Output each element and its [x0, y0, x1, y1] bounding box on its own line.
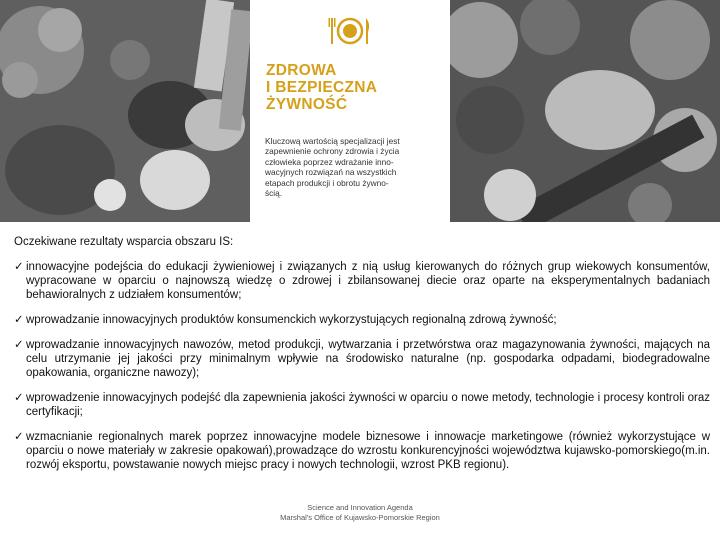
headline-line-3: ŻYWNOŚĆ: [266, 96, 348, 113]
vegetables-photo-right-art: [450, 0, 720, 222]
footer-line-1: Science and Innovation Agenda: [307, 503, 413, 512]
plate-fork-knife-icon: [327, 16, 373, 46]
checkmark-icon: ✓: [14, 314, 24, 326]
checkmark-icon: ✓: [14, 431, 24, 443]
list-item-text: wprowadzenie innowacyjnych podejść dla zapewnienia jakości żywności w oparciu o nowe metody, technologie i procesy kontroli oraz certyfikacji;: [26, 392, 710, 418]
list-item: [14, 338, 710, 380]
list-item-text: wprowadzanie innowacyjnych nawozów, metod produkcji, wytwarzania i przetwórstwa oraz magazynowania żywności, mających na celu utrzymanie jej jakości przy minimalnym wpływie na środowisko naturalne (np. gospodarka odpadami, biodegradowalne opakowania, organiczne nawozy);: [26, 339, 710, 379]
headline: [266, 62, 446, 113]
list-item-text: innowacyjne podejścia do edukacji żywieniowej i związanych z nią usług kierowanych do różnych grup wiekowych konsumentów, wypracowane w oparciu o najnowszą wiedzę o zdrowej i zbilansowanej diecie oraz oparte na eksperymentalnych badaniach behawioralnych z udziałem konsumentów;: [26, 261, 710, 301]
list-item: [14, 260, 710, 302]
vegetables-photo-right: [450, 0, 720, 222]
checkmark-icon: ✓: [14, 261, 24, 273]
list-item-text: wprowadzanie innowacyjnych produktów konsumenckich wykorzystujących regionalną zdrową żywność;: [26, 314, 557, 326]
headline-line-2: I BEZPIECZNA: [266, 79, 378, 96]
footer: [0, 503, 720, 523]
checkmark-icon: ✓: [14, 339, 24, 351]
header-banner: [0, 0, 720, 222]
section-heading: Oczekiwane rezultaty wsparcia obszaru IS:: [14, 236, 234, 248]
expected-results-section: [14, 236, 710, 483]
footer-line-2: Marshal's Office of Kujawsko-Pomorskie Region: [280, 513, 440, 522]
vegetables-photo-left: [0, 0, 250, 222]
tagline: Kluczową wartością specjalizacji jest zapewnienie ochrony zdrowia i życia człowieka poprzez wdrażanie inno- wacyjnych rozwiązań na wszystkich etapach produkcji i obrotu żywno- ścią.: [265, 136, 400, 199]
list-item: [14, 430, 710, 472]
list-item-text: wzmacnianie regionalnych marek poprzez innowacyjne modele biznesowe i innowacje marketingowe (również wykorzystujące w oparciu o nowe materiały w zakresie opakowań),prowadzące do wzrostu konkurencyjności województwa kujawsko-pomorskiego(m.in. rozwój eksportu, powstawanie nowych miejsc pracy i nowych technologii, wzrost PKB regionu).: [26, 431, 710, 471]
list-item: [14, 391, 710, 419]
list-item: [14, 313, 710, 327]
headline-line-1: ZDROWA: [266, 62, 337, 79]
vegetables-photo-left-art: [0, 0, 250, 222]
checkmark-icon: ✓: [14, 392, 24, 404]
